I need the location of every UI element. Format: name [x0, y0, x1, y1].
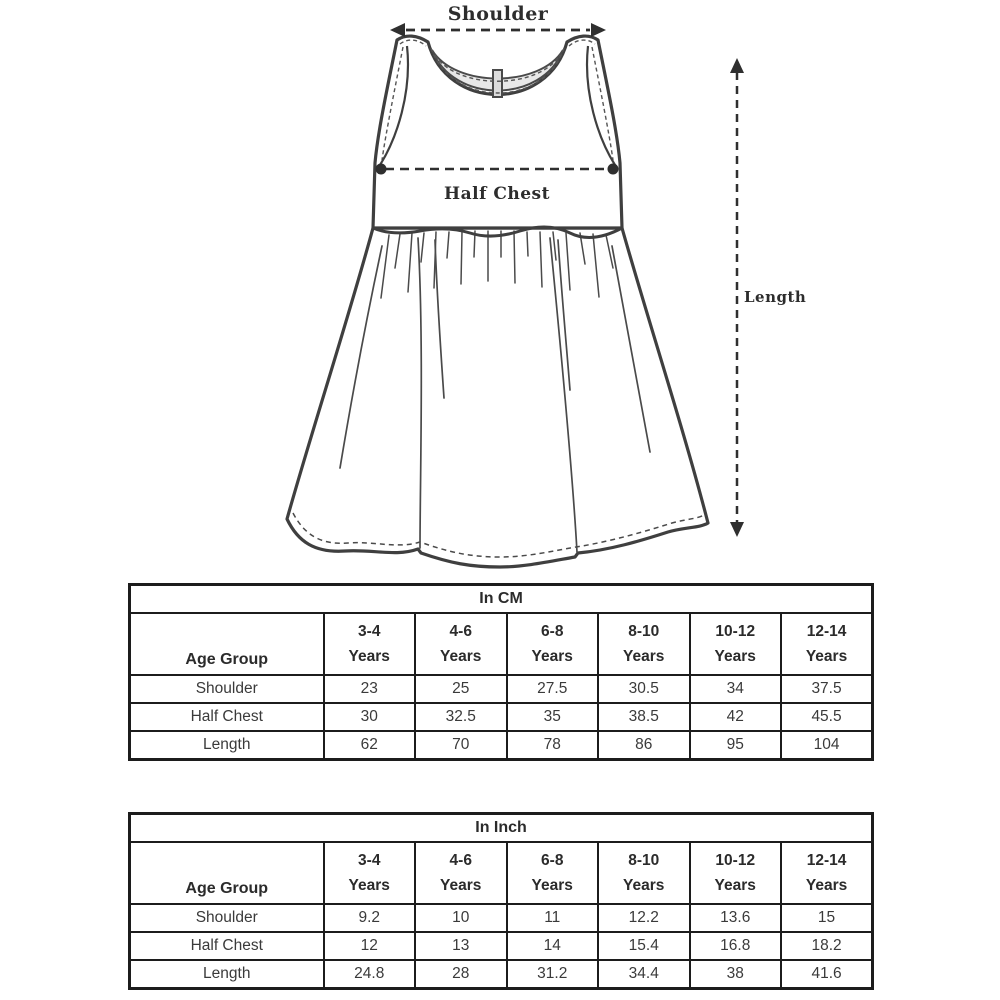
age-group-header: Age Group [130, 842, 324, 904]
col-header [598, 613, 690, 675]
table-row [130, 613, 873, 675]
cell: 38 [690, 960, 782, 989]
table-row [130, 904, 873, 932]
cell: 18.2 [781, 932, 873, 960]
col-header [598, 842, 690, 904]
cell: 95 [690, 731, 782, 760]
col-header [781, 842, 873, 904]
inch-table-title: In Inch [130, 814, 873, 843]
cell: 27.5 [507, 675, 599, 703]
age-range: 10-12 [715, 852, 756, 869]
cell: 38.5 [598, 703, 690, 731]
half-chest-label: Half Chest [444, 184, 550, 204]
age-unit: Years [348, 877, 390, 894]
cell: 11 [507, 904, 599, 932]
cell: 45.5 [781, 703, 873, 731]
cell: 70 [415, 731, 507, 760]
age-range: 10-12 [715, 623, 756, 640]
age-unit: Years [714, 648, 756, 665]
cell: 31.2 [507, 960, 599, 989]
cell: 42 [690, 703, 782, 731]
col-header [324, 842, 416, 904]
cell: 28 [415, 960, 507, 989]
row-label: Length [130, 731, 324, 760]
table-row [130, 932, 873, 960]
table-row [130, 842, 873, 904]
row-label: Half Chest [130, 703, 324, 731]
col-header [415, 613, 507, 675]
col-header [507, 613, 599, 675]
cell: 32.5 [415, 703, 507, 731]
table-row [130, 675, 873, 703]
age-unit: Years [348, 648, 390, 665]
cell: 14 [507, 932, 599, 960]
age-unit: Years [805, 877, 848, 894]
cell: 35 [507, 703, 599, 731]
age-range: 12-14 [806, 852, 847, 869]
table-row [130, 585, 873, 614]
cell: 34.4 [598, 960, 690, 989]
cell: 15 [781, 904, 873, 932]
age-range: 4-6 [449, 852, 472, 869]
row-label: Length [130, 960, 324, 989]
cell: 86 [598, 731, 690, 760]
cell: 30 [324, 703, 416, 731]
half-chest-dot-left [376, 164, 387, 175]
cell: 24.8 [324, 960, 416, 989]
table-row [130, 960, 873, 989]
col-header [324, 613, 416, 675]
table-row [130, 731, 873, 760]
cell: 34 [690, 675, 782, 703]
cm-table-title: In CM [130, 585, 873, 614]
cell: 30.5 [598, 675, 690, 703]
age-range: 8-10 [628, 852, 660, 869]
col-header [507, 842, 599, 904]
age-unit: Years [623, 877, 665, 894]
cell: 23 [324, 675, 416, 703]
age-range: 8-10 [628, 623, 660, 640]
col-header [415, 842, 507, 904]
shoulder-arrow [390, 23, 606, 37]
age-range: 6-8 [541, 623, 564, 640]
cell: 12 [324, 932, 416, 960]
cell: 25 [415, 675, 507, 703]
table-row [130, 814, 873, 843]
age-range: 3-4 [358, 852, 381, 869]
cell: 41.6 [781, 960, 873, 989]
age-range: 12-14 [806, 623, 847, 640]
cell: 78 [507, 731, 599, 760]
size-table-inch [128, 812, 874, 990]
cell: 104 [781, 731, 873, 760]
size-table-cm [128, 583, 874, 761]
dress-skirt-outline [287, 228, 708, 567]
cell: 62 [324, 731, 416, 760]
age-unit: Years [623, 648, 665, 665]
age-unit: Years [440, 877, 482, 894]
age-unit: Years [714, 877, 756, 894]
half-chest-dot-right [608, 164, 619, 175]
cell: 13.6 [690, 904, 782, 932]
row-label: Shoulder [130, 904, 324, 932]
cell: 13 [415, 932, 507, 960]
cell: 37.5 [781, 675, 873, 703]
cell: 9.2 [324, 904, 416, 932]
cell: 12.2 [598, 904, 690, 932]
shoulder-label: Shoulder [447, 3, 549, 25]
col-header [690, 613, 782, 675]
col-header [781, 613, 873, 675]
row-label: Half Chest [130, 932, 324, 960]
row-label: Shoulder [130, 675, 324, 703]
age-unit: Years [805, 648, 848, 665]
cell: 15.4 [598, 932, 690, 960]
length-label: Length [744, 288, 807, 306]
cell: 10 [415, 904, 507, 932]
age-range: 6-8 [541, 852, 564, 869]
col-header [690, 842, 782, 904]
age-unit: Years [531, 877, 573, 894]
cell: 16.8 [690, 932, 782, 960]
age-group-header: Age Group [130, 613, 324, 675]
length-arrow [730, 58, 744, 537]
table-row [130, 703, 873, 731]
age-unit: Years [440, 648, 482, 665]
age-range: 4-6 [449, 623, 472, 640]
age-unit: Years [531, 648, 573, 665]
age-range: 3-4 [358, 623, 381, 640]
